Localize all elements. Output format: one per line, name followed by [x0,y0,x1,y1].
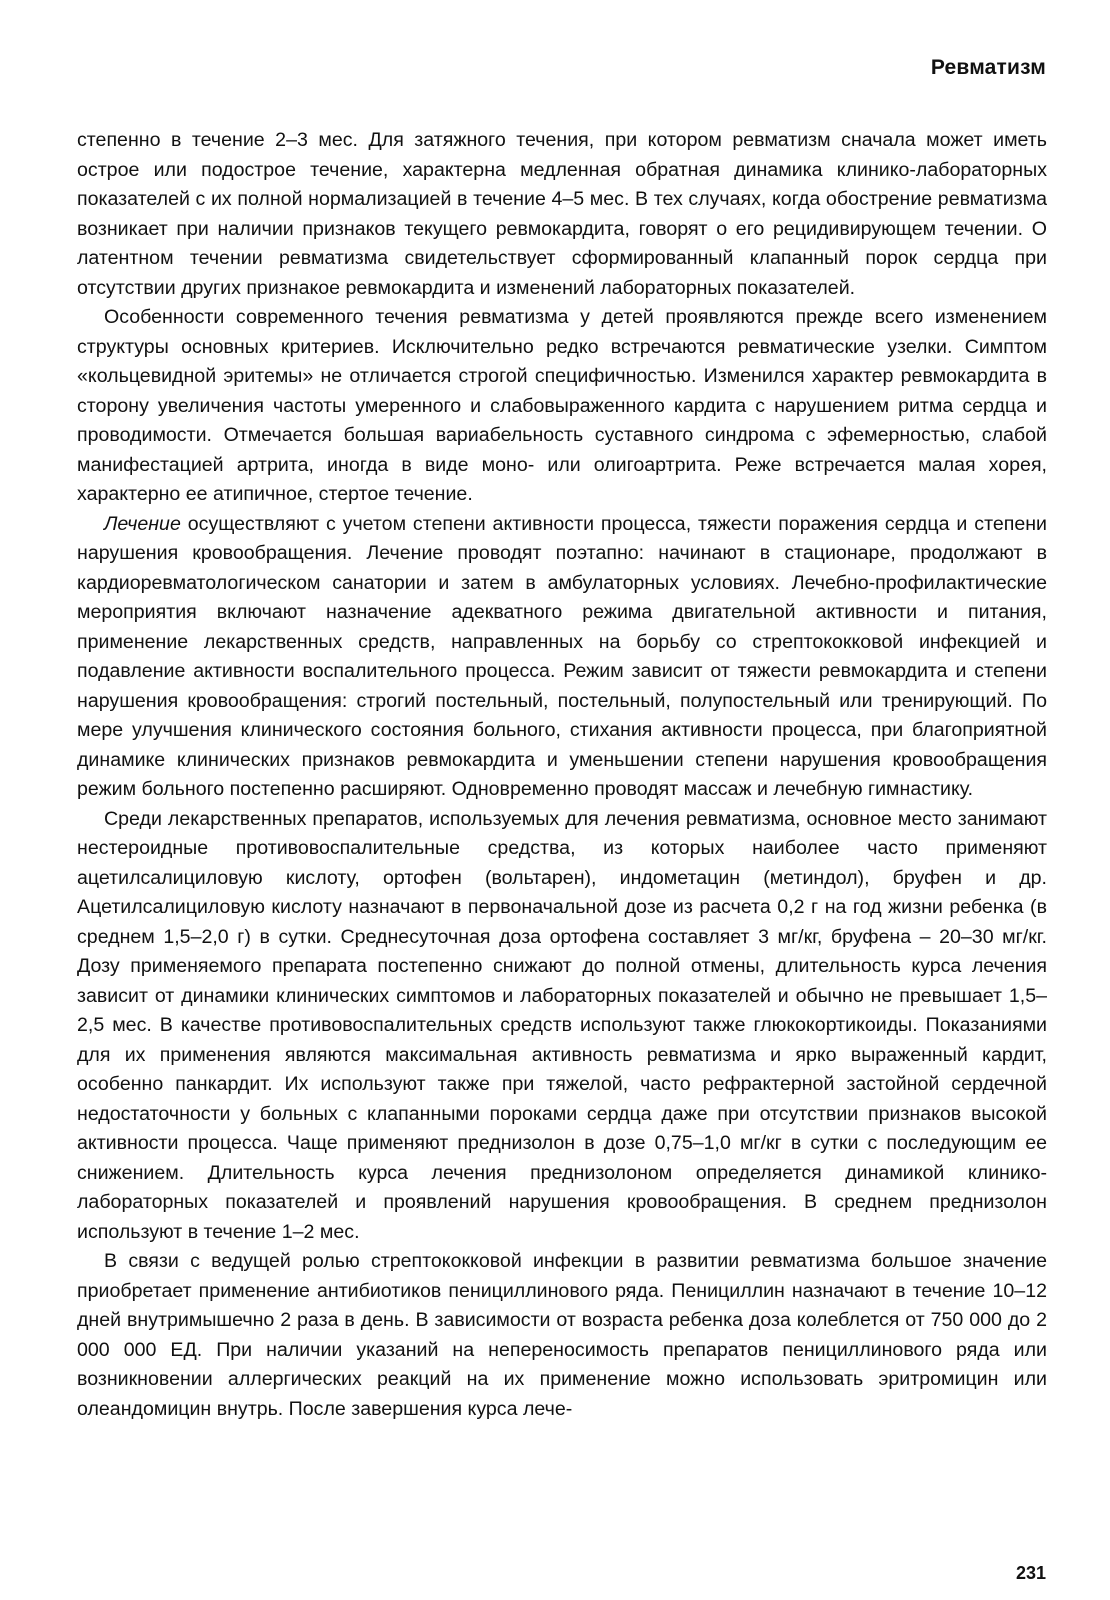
paragraph-text: Среди лекарственных препаратов, используемых для лечения ревматизма, основное место занимают нестероидные противовоспалительные средства, из которых наиболее часто применяют ацетилсалициловую кислоту, ортофен (вольтарен), индометацин (метиндол), бруфен и др. Ацетилсалициловую кислоту назначают в первоначальной дозе из расчета 0,2 г на год жизни ребенка (в среднем 1,5–2,0 г) в сутки. Среднесуточная доза ортофена составляет 3 мг/кг, бруфена – 20–30 мг/кг. Дозу применяемого препарата постепенно снижают до полной отмены, длительность курса лечения зависит от динамики клинических симптомов и лабораторных показателей и обычно не превышает 1,5–2,5 мес. В качестве противовоспалительных средств используют также глюкокортикоиды. Показаниями для их применения являются максимальная активность ревматизма и ярко выраженный кардит, особенно панкардит. Их используют также при тяжелой, часто рефрактерной застойной сердечной недостаточности у больных с клапанными пороками сердца даже при отсутствии признаков высокой активности процесса. Чаще применяют преднизолон в дозе 0,75–1,0 мг/кг в сутки с последующим ее снижением. Длительность курса лечения преднизолоном определяется динамикой клинико-лабораторных показателей и проявлений нарушения кровообращения. В среднем преднизолон используют в течение 1–2 мес. [77,807,1047,1243]
page-number: 231 [1015,1563,1046,1583]
paragraph-course-types [77,126,1047,303]
paragraph-text: В связи с ведущей ролью стрептококковой инфекции в развитии ревматизма большое значение приобретает применение антибиотиков пенициллинового ряда. Пенициллин назначают в течение 10–12 дней внутримышечно 2 раза в день. В зависимости от возраста ребенка доза колеблется от 750 000 до 2 000 000 ЕД. При наличии указаний на непереносимость препаратов пенициллинового ряда или возникновении аллергических реакций на их применение можно использовать эритромицин или олеандомицин внутрь. После завершения курса лече- [77,1250,1047,1420]
paragraph-medications [77,805,1047,1248]
paragraph-lead-term: Лечение [104,512,181,535]
paragraph-antibiotics [77,1247,1047,1424]
paragraph-text: осуществляют с учетом степени активности процесса, тяжести поражения сердца и степени нарушения кровообращения. Лечение проводят поэтапно: начинают в стационаре, продолжают в кардиоревматологическом санатории и затем в амбулаторных условиях. Лечебно-профилактические мероприятия включают назначение адекватного режима двигательной активности и питания, применение лекарственных средств, направленных на борьбу со стрептококковой инфекцией и подавление активности воспалительного процесса. Режим зависит от тяжести ревмокардита и степени нарушения кровообращения: строгий постельный, постельный, полупостельный или тренирующий. По мере улучшения клинического состояния больного, стихания активности процесса, при благоприятной динамике клинических признаков ревмокардита и уменьшении степени нарушения кровообращения режим больного постепенно расширяют. Одновременно проводят массаж и лечебную гимнастику. [77,512,1047,800]
paragraph-text: Особенности современного течения ревматизма у детей проявляются прежде всего изменением структуры основных критериев. Исключительно редко встречаются ревматические узелки. Симптом «кольцевидной эритемы» не отличается строгой специфичностью. Изменился характер ревмокардита в сторону увеличения частоты умеренного и слабовыраженного кардита с нарушением ритма сердца и проводимости. Отмечается большая вариабельность суставного синдрома с эфемерностью, слабой манифестацией артрита, иногда в виде моно- или олигоартрита. Реже встречается малая хорея, характерно ее атипичное, стертое течение. [77,306,1047,505]
running-header: Ревматизм [930,56,1046,79]
paragraph-modern-course [77,303,1047,510]
paragraph-treatment [77,510,1047,805]
paragraph-text: степенно в течение 2–3 мес. Для затяжного течения, при котором ревматизм сначала может иметь острое или подострое течение, характерна медленная обратная динамика клинико-лабораторных показателей с их полной нормализацией в течение 4–5 мес. В тех случаях, когда обострение ревматизма возникает при наличии признаков текущего ревмокардита, говорят о его рецидивирующем течении. О латентном течении ревматизма свидетельствует сформированный клапанный порок сердца при отсутствии других признакое ревмокардита и изменений лабораторных показателей. [77,129,1047,299]
body-text [77,126,1047,1424]
